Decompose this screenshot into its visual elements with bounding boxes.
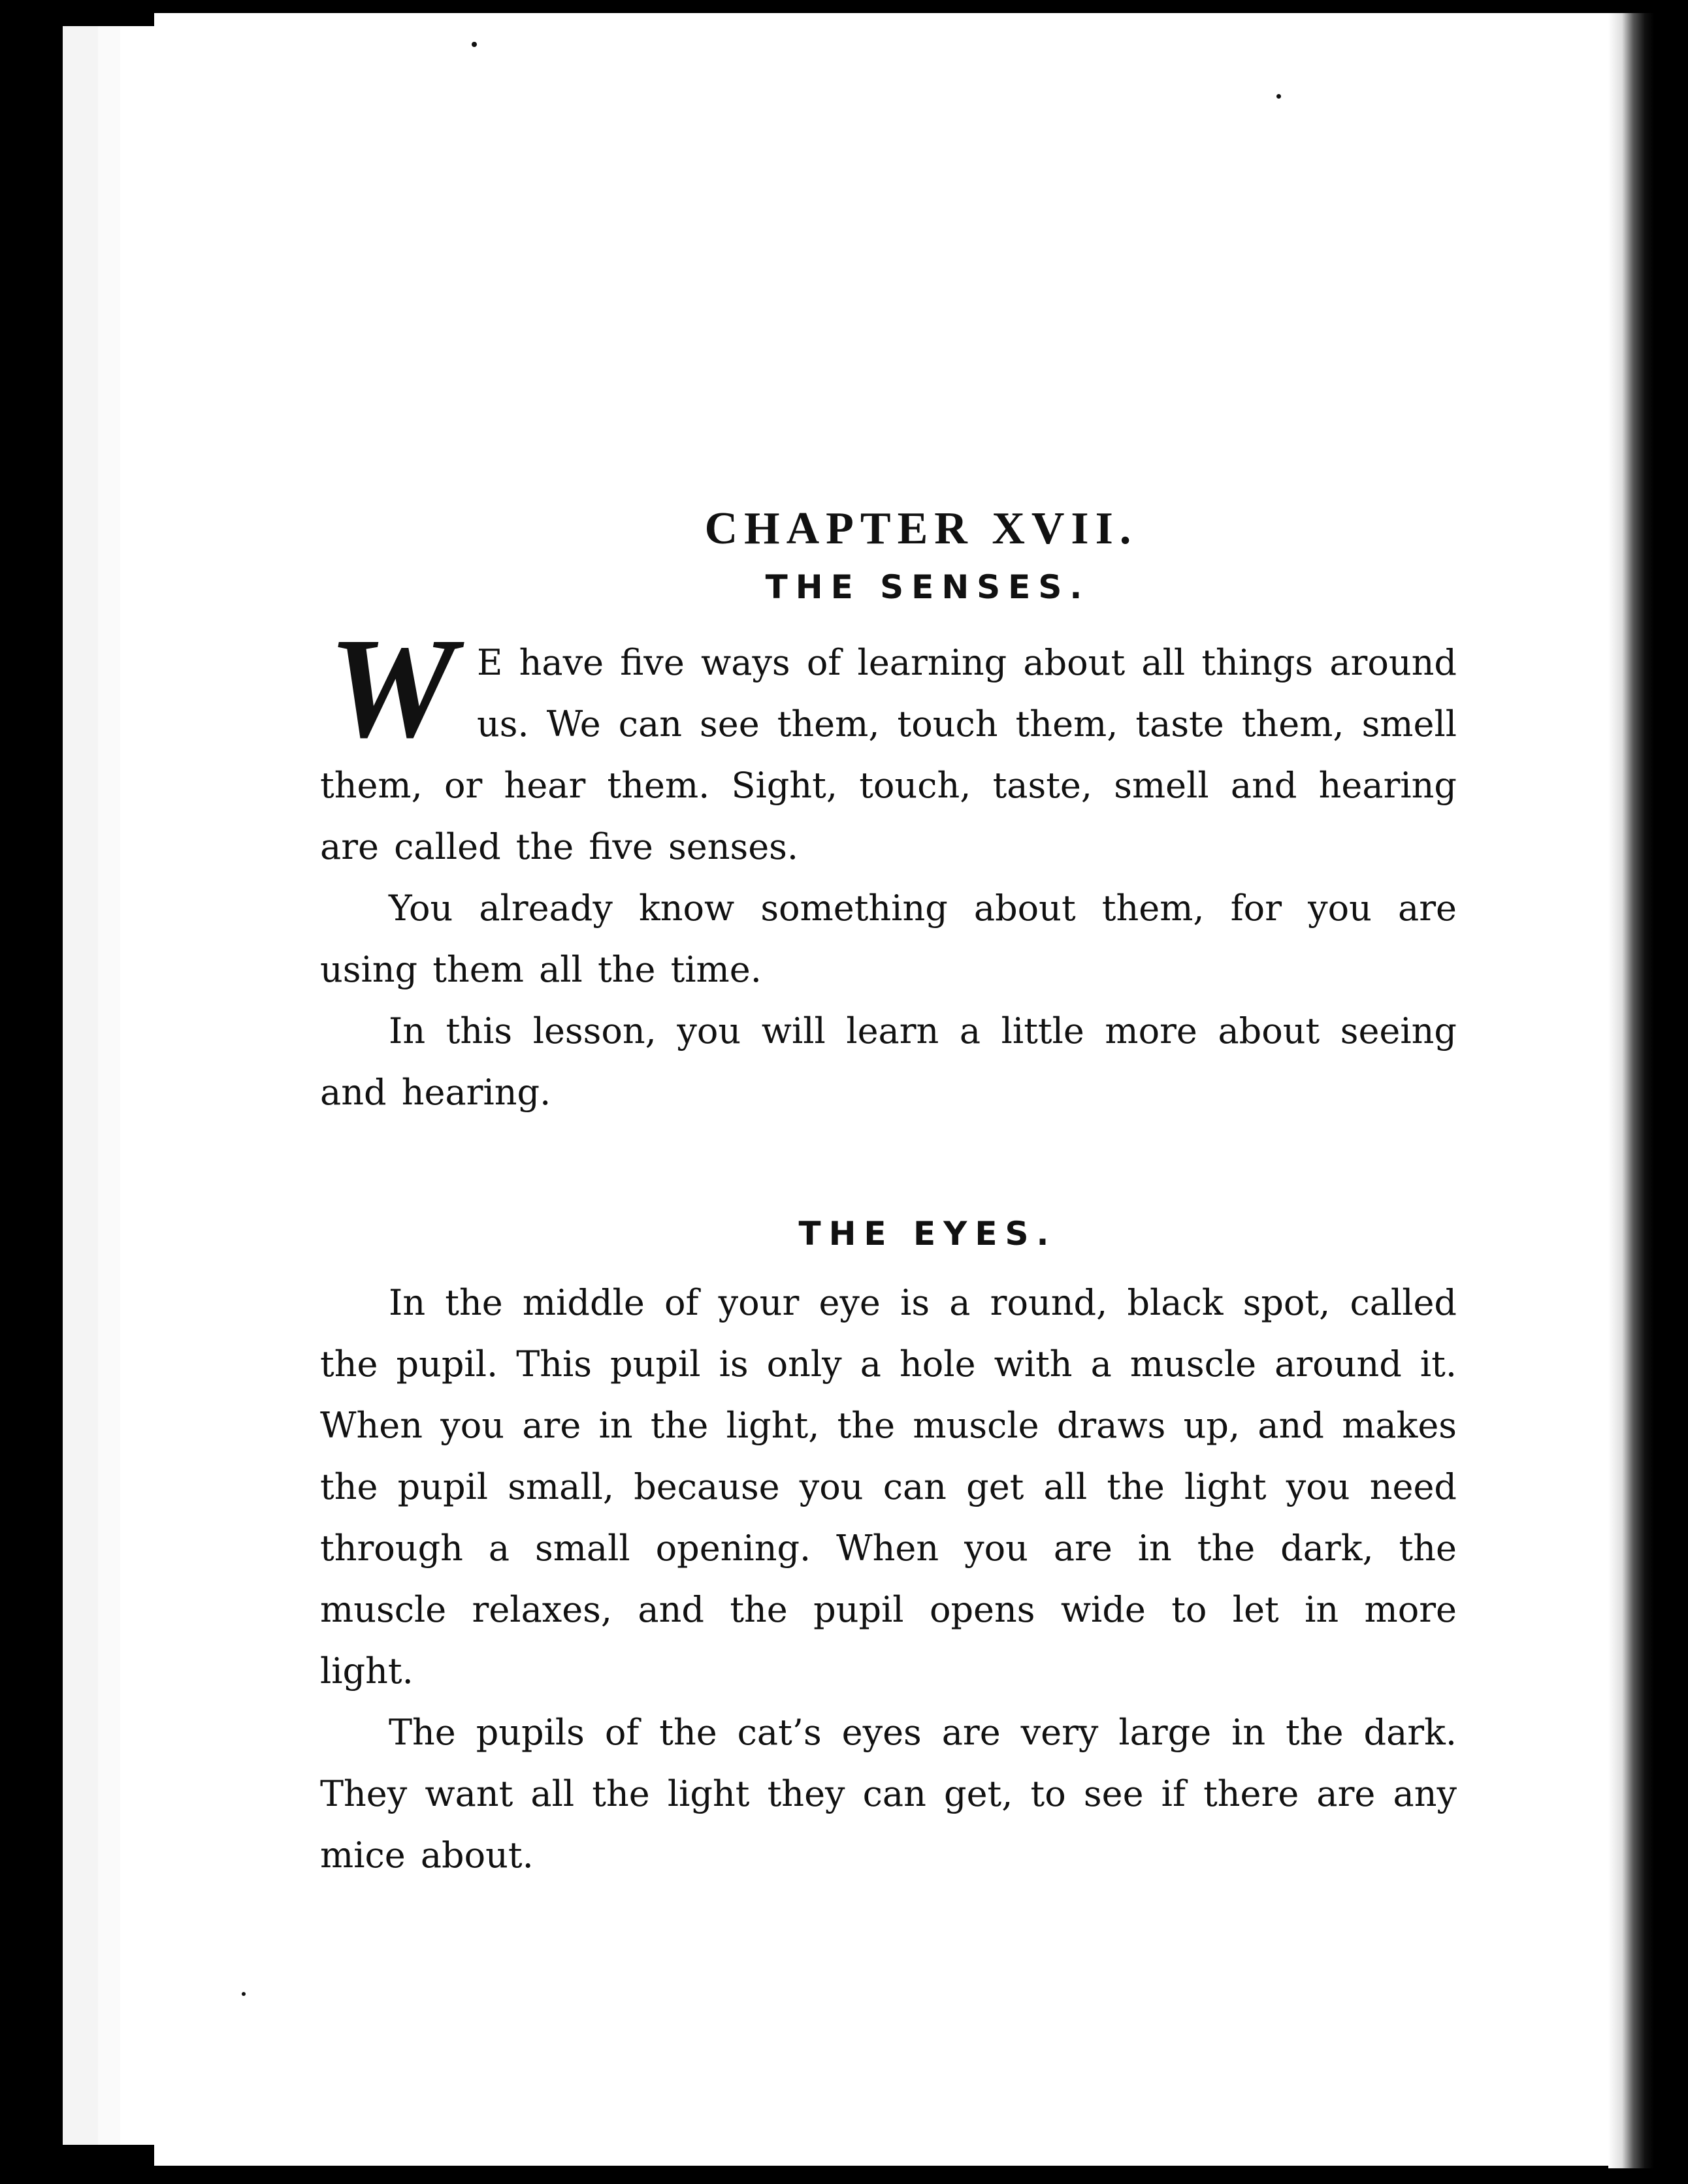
section-heading-senses: THE SENSES. xyxy=(765,568,1090,606)
speck xyxy=(1276,94,1281,99)
paragraph-text: E have five ways of learning about all things around us. We can see them, touch them, taste them, smell them, or hear them. Sight, touch, taste, smell and hearing are called the five senses. xyxy=(320,642,1457,867)
paragraph: In the middle of your eye is a round, black spot, called the pupil. This pupil is only a hole with a muscle around it. When you are in the light, the muscle draws up, and makes the pupil small, because you can get all the light you need through a small opening. When you are in the dark, the muscle relaxes, and the pupil opens wide to let in more light. xyxy=(320,1282,1457,1692)
binding-shadow xyxy=(1608,13,1654,2168)
paragraph: You already know something about them, for you are using them all the time. xyxy=(320,888,1457,990)
drop-cap: W xyxy=(328,608,456,767)
speck xyxy=(242,1992,246,1996)
section-heading-eyes: THE EYES. xyxy=(798,1215,1057,1253)
paragraph: The pupils of the cat’s eyes are very large in the dark. They want all the light they can get, to see if there are any mice about. xyxy=(320,1712,1457,1876)
paragraph xyxy=(320,608,1457,878)
chapter-title: CHAPTER XVII. xyxy=(704,504,1138,554)
speck xyxy=(472,42,477,47)
page-text xyxy=(320,503,1457,1886)
paragraph: In this lesson, you will learn a little more about seeing and hearing. xyxy=(320,1010,1457,1113)
page-edge xyxy=(63,26,103,2145)
